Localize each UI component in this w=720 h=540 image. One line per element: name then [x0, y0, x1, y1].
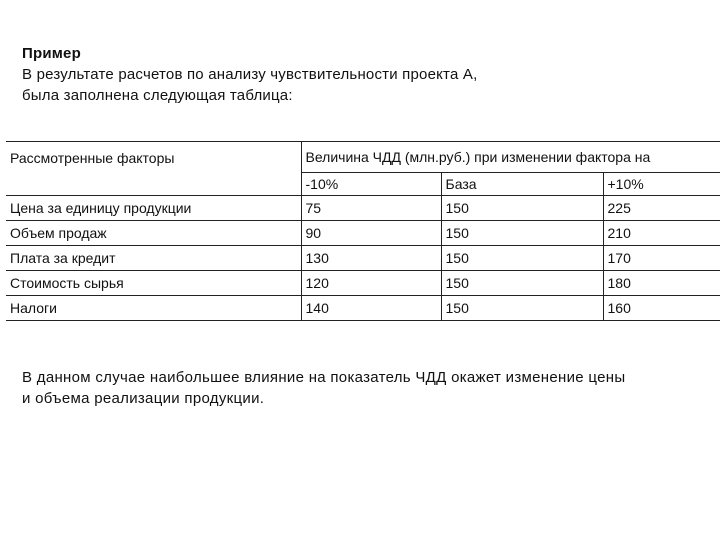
plus10-cell: 170 [603, 246, 720, 271]
example-title: Пример [22, 45, 81, 62]
minus10-cell: 130 [301, 246, 441, 271]
minus10-cell: 90 [301, 221, 441, 246]
npv-header: Величина ЧДД (млн.руб.) при изменении фактора на [301, 142, 720, 173]
table-row [6, 221, 720, 246]
subheader-plus10: +10% [603, 173, 720, 196]
factor-header: Рассмотренные факторы [6, 142, 301, 196]
factor-cell: Цена за единицу продукции [6, 196, 301, 221]
base-cell: 150 [441, 271, 603, 296]
base-cell: 150 [441, 196, 603, 221]
minus10-cell: 75 [301, 196, 441, 221]
conclusion-line-2: и объема реализации продукции. [22, 390, 265, 407]
sensitivity-table [6, 141, 720, 321]
table-row [6, 296, 720, 321]
base-cell: 150 [441, 221, 603, 246]
plus10-cell: 180 [603, 271, 720, 296]
subheader-base: База [441, 173, 603, 196]
table-row [6, 196, 720, 221]
minus10-cell: 120 [301, 271, 441, 296]
subheader-minus10: -10% [301, 173, 441, 196]
base-cell: 150 [441, 246, 603, 271]
factor-cell: Налоги [6, 296, 301, 321]
plus10-cell: 225 [603, 196, 720, 221]
table-row [6, 271, 720, 296]
minus10-cell: 140 [301, 296, 441, 321]
plus10-cell: 210 [603, 221, 720, 246]
conclusion-block [22, 367, 625, 409]
intro-block [22, 43, 477, 106]
table-header-row [6, 142, 720, 173]
factor-cell: Плата за кредит [6, 246, 301, 271]
conclusion-line-1: В данном случае наибольшее влияние на показатель ЧДД окажет изменение цены [22, 369, 626, 386]
table-row [6, 246, 720, 271]
intro-line-2: была заполнена следующая таблица: [22, 87, 293, 104]
plus10-cell: 160 [603, 296, 720, 321]
factor-cell: Стоимость сырья [6, 271, 301, 296]
intro-line-1: В результате расчетов по анализу чувствительности проекта А, [22, 66, 478, 83]
base-cell: 150 [441, 296, 603, 321]
factor-cell: Объем продаж [6, 221, 301, 246]
